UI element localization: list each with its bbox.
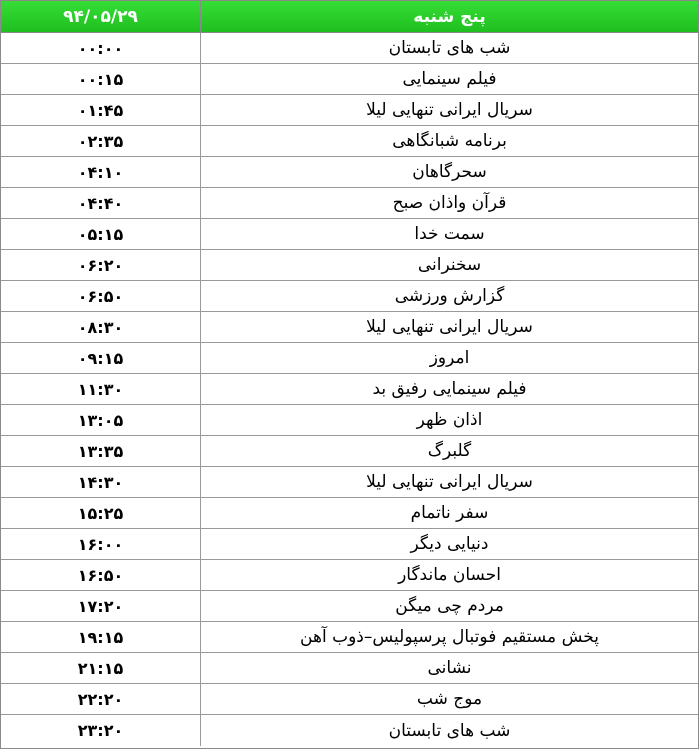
- table-row: [1, 157, 698, 188]
- program-time: ۰۰:۰۰: [1, 33, 201, 63]
- table-row: [1, 64, 698, 95]
- program-title: موج شب: [416, 689, 483, 709]
- program-title: سفر ناتمام: [410, 503, 489, 523]
- program-title: سحرگاهان: [412, 162, 487, 182]
- program-title: برنامه شبانگاهی: [392, 131, 507, 151]
- program-time: ۰۸:۳۰: [1, 312, 201, 342]
- table-row: [1, 591, 698, 622]
- table-row: [1, 653, 698, 684]
- table-row: [1, 188, 698, 219]
- program-title: فیلم سینمایی: [402, 69, 497, 89]
- program-time: ۱۵:۲۵: [1, 498, 201, 528]
- program-title: شب های تابستان: [388, 720, 511, 741]
- program-time: ۱۱:۳۰: [1, 374, 201, 404]
- program-title: قرآن واذان صبح: [392, 193, 507, 213]
- program-title: اذان ظهر: [416, 410, 483, 430]
- table-header: [1, 1, 698, 33]
- program-title: سمت خدا: [414, 224, 485, 244]
- program-time: ۱۹:۱۵: [1, 622, 201, 652]
- table-row: [1, 529, 698, 560]
- program-time: ۰۴:۱۰: [1, 157, 201, 187]
- program-time: ۲۲:۲۰: [1, 684, 201, 714]
- table-row: [1, 622, 698, 653]
- table-row: [1, 281, 698, 312]
- table-row: [1, 126, 698, 157]
- program-title: مردم چی میگن: [395, 596, 504, 616]
- table-row: [1, 250, 698, 281]
- table-row: [1, 95, 698, 126]
- program-time: ۱۷:۲۰: [1, 591, 201, 621]
- program-title: نشانی: [427, 658, 472, 678]
- program-time: ۲۳:۲۰: [1, 715, 201, 746]
- program-title: دنیایی دیگر: [410, 534, 489, 554]
- program-time: ۰۰:۱۵: [1, 64, 201, 94]
- table-row: [1, 405, 698, 436]
- table-row: [1, 560, 698, 591]
- program-time: ۱۳:۰۵: [1, 405, 201, 435]
- header-date: ۹۴/۰۵/۲۹: [1, 1, 201, 32]
- table-row: [1, 374, 698, 405]
- table-row: [1, 684, 698, 715]
- header-day: پنج شنبه: [413, 6, 486, 27]
- program-title: شب های تابستان: [388, 38, 511, 58]
- program-time: ۱۳:۳۵: [1, 436, 201, 466]
- program-time: ۱۶:۵۰: [1, 560, 201, 590]
- table-row: [1, 436, 698, 467]
- table-row: [1, 343, 698, 374]
- program-time: ۰۴:۴۰: [1, 188, 201, 218]
- program-title: سریال ایرانی تنهایی لیلا: [366, 317, 533, 337]
- program-time: ۰۶:۲۰: [1, 250, 201, 280]
- program-time: ۰۱:۴۵: [1, 95, 201, 125]
- program-time: ۰۶:۵۰: [1, 281, 201, 311]
- program-title: گلبرگ: [427, 441, 472, 461]
- table-body: [1, 33, 698, 746]
- table-row: [1, 467, 698, 498]
- table-row: [1, 715, 698, 746]
- program-title: سریال ایرانی تنهایی لیلا: [366, 472, 533, 492]
- program-time: ۰۲:۳۵: [1, 126, 201, 156]
- program-time: ۲۱:۱۵: [1, 653, 201, 683]
- program-title: گزارش ورزشی: [394, 286, 505, 306]
- program-title: فیلم سینمایی رفیق بد: [372, 379, 527, 399]
- program-time: ۰۵:۱۵: [1, 219, 201, 249]
- table-row: [1, 498, 698, 529]
- program-time: ۱۶:۰۰: [1, 529, 201, 559]
- program-time: ۱۴:۳۰: [1, 467, 201, 497]
- program-time: ۰۹:۱۵: [1, 343, 201, 373]
- program-title: احسان ماندگار: [398, 565, 501, 585]
- program-title: امروز: [429, 348, 470, 368]
- program-title: سریال ایرانی تنهایی لیلا: [366, 100, 533, 120]
- table-row: [1, 219, 698, 250]
- table-row: [1, 312, 698, 343]
- program-title: سخنرانی: [417, 255, 482, 275]
- table-row: [1, 33, 698, 64]
- program-title: پخش مستقیم فوتبال پرسپولیس–ذوب آهن: [300, 627, 599, 647]
